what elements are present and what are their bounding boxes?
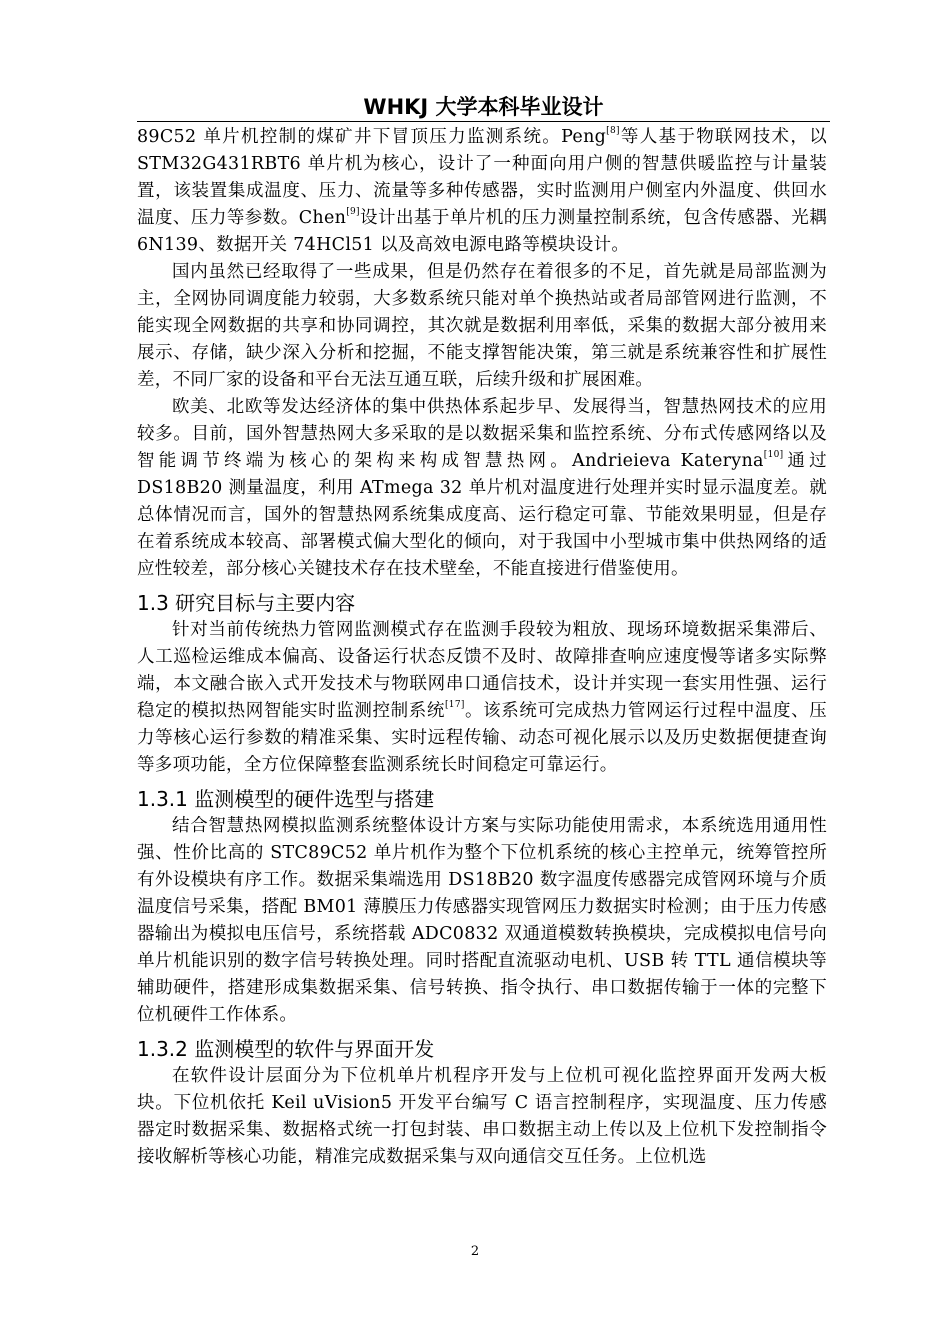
- citation-17: [17]: [444, 700, 465, 711]
- para-intro-text-3: 设计出基于单片机的压力测量控制系统，包含传感器、光耦 6N139、数据开关 74HCl51 以及高效电源电路等模块设计。: [137, 208, 827, 255]
- paragraph-domestic: 国内虽然已经取得了一些成果，但是仍然存在着很多的不足，首先就是局部监测为主，全网协同调度能力较弱，大多数系统只能对单个换热站或者局部管网进行监测，不能实现全网数据的共享和协同调控，其次就是数据利用率低，采集的数据大部分被用来展示、存储，缺少深入分析和挖掘，不能支撑智能决策，第三就是系统兼容性和扩展性差，不同厂家的设备和平台无法互通互联，后续升级和扩展困难。: [137, 262, 827, 390]
- section-heading-1-3-1: 1.3.1 监测模型的硬件选型与搭建: [137, 787, 435, 811]
- paragraph-software: 在软件设计层面分为下位机单片机程序开发与上位机可视化监控界面开发两大板块。下位机依托 Keil uVision5 开发平台编写 C 语言控制程序，实现温度、压力传感器定时数据采集、数据格式统一打包封装、串口数据主动上传以及上位机下发控制指令接收解析等核心功能，精准完成数据采集与双向通信交互任务。上位机选: [137, 1066, 827, 1167]
- para-objectives-text-2: 。该系统可完成热力管网运行过程中温度、压力等核心运行参数的精准采集、实时远程传输、动态可视化展示以及历史数据便捷查询等多项功能，全方位保障整套监测系统长时间稳定可靠运行。: [137, 701, 827, 775]
- section-heading-1-3: 1.3 研究目标与主要内容: [137, 591, 356, 615]
- para-intro-text-1: 89C52 单片机控制的煤矿井下冒顶压力监测系统。Peng: [137, 127, 607, 147]
- section-heading-1-3-2: 1.3.2 监测模型的软件与界面开发: [137, 1037, 435, 1061]
- citation-9: [9]: [346, 207, 360, 218]
- para-objectives-text-1: 针对当前传统热力管网监测模式存在监测手段较为粗放、现场环境数据采集滞后、人工巡检运维成本偏高、设备运行状态反馈不及时、故障排查响应速度慢等诸多实际弊端，本文融合嵌入式开发技术与物联网串口通信技术，设计并实现一套实用性强、运行稳定的模拟热网智能实时监测控制系统: [137, 620, 827, 721]
- citation-10: [10]: [763, 450, 784, 461]
- document-body: [137, 124, 827, 1171]
- para-foreign-text-2: 通过 DS18B20 测量温度，利用 ATmega 32 单片机对温度进行处理并实时显示温度差。就总体情况而言，国外的智慧热网系统集成度高、运行稳定可靠、节能效果明显，但是存在着系统成本较高、部署模式偏大型化的倾向，对于我国中小型城市集中供热网络的适应性较差，部分核心关键技术存在技术壁垒，不能直接进行借鉴使用。: [137, 451, 827, 579]
- header-rule: [137, 121, 830, 122]
- running-header: WHKJ 大学本科毕业设计: [363, 95, 604, 119]
- paragraph-foreign: [137, 394, 827, 583]
- para-foreign-text-1: 欧美、北欧等发达经济体的集中供热体系起步早、发展得当，智慧热网技术的应用较多。目前，国外智慧热网大多采取的是以数据采集和监控系统、分布式传感网络以及智能调节终端为核心的架构来构成智慧热网。Andrieieva Kateryna: [137, 397, 827, 471]
- paragraph-hardware: 结合智慧热网模拟监测系统整体设计方案与实际功能使用需求，本系统选用通用性强、性价比高的 STC89C52 单片机作为整个下位机系统的核心主控单元，统筹管控所有外设模块有序工作。数据采集端选用 DS18B20 数字温度传感器完成管网环境与介质温度信号采集，搭配 BM01 薄膜压力传感器实现管网压力数据实时检测；由于压力传感器输出为模拟电压信号，系统搭载 ADC0832 双通道模数转换模块，完成模拟电信号向单片机能识别的数字信号转换处理。同时搭配直流驱动电机、USB 转 TTL 通信模块等辅助硬件，搭建形成集数据采集、信号转换、指令执行、串口数据传输于一体的完整下位机硬件工作体系。: [137, 816, 827, 1025]
- citation-8: [8]: [606, 126, 620, 137]
- paragraph-objectives: [137, 617, 827, 779]
- paragraph-intro: [137, 124, 827, 259]
- page-number: 2: [470, 1244, 480, 1259]
- para-intro-text-2: 等人基于物联网技术，以 STM32G431RBT6 单片机为核心，设计了一种面向用户侧的智慧供暖监控与计量装置，该装置集成温度、压力、流量等多种传感器，实时监测用户侧室内外温度、供回水温度、压力等参数。Chen: [137, 127, 827, 228]
